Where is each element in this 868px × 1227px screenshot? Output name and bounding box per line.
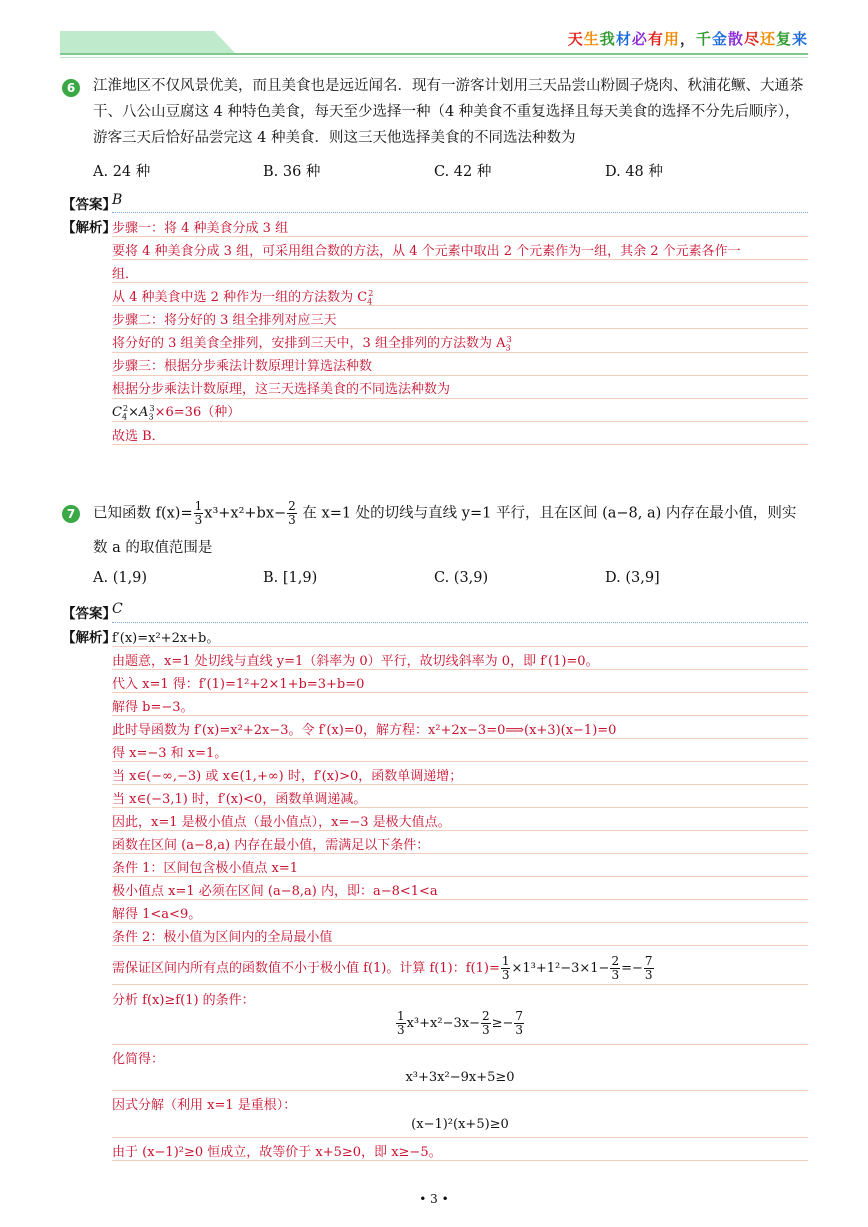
- answer-divider: [112, 212, 808, 213]
- rule: [112, 1160, 808, 1161]
- header-rule: [60, 53, 808, 55]
- q7-option-d: D. (3,9]: [605, 570, 660, 586]
- q7-line-17: 化简得：: [112, 1052, 165, 1067]
- q6-line-9: $C_4^2\times A_3^3\times 6=36$（种）: [112, 403, 241, 422]
- page-number: • 3 •: [419, 1192, 449, 1206]
- rule: [112, 305, 808, 306]
- header-rule-thin: [60, 57, 808, 58]
- rule: [112, 784, 808, 785]
- rule: [112, 444, 808, 445]
- q7-line-1: f′(x)=x²+2x+b。: [112, 631, 220, 646]
- q7-option-b: B. [1,9): [263, 570, 318, 586]
- q6-line-6: 将分好的 3 组美食全排列，安排到三天中，3 组全排列的方法数为 $A_3^3$: [112, 334, 512, 353]
- rule: [112, 830, 808, 831]
- q6-option-a: A. 24 种: [93, 164, 151, 180]
- q7-line-14: 条件 2：极小值为区间内的全局最小值: [112, 930, 333, 945]
- q7-line-3: 代入 x=1 得：f′(1)=1²+2×1+b=3+b=0: [112, 677, 365, 692]
- q7-answer-label: 【答案】: [62, 606, 116, 622]
- q7-simplified: x³+3x²−9x+5≥0: [405, 1070, 515, 1085]
- rule: [112, 375, 808, 376]
- q6-step3: 步骤三：根据分步乘法计数原理计算选法种数: [112, 359, 373, 374]
- rule: [112, 899, 808, 900]
- q7-line-9: 因此，x=1 是极小值点（最小值点），x=−3 是极大值点。: [112, 815, 451, 830]
- rule: [112, 282, 808, 283]
- q7-line-10: 函数在区间 (a−8,a) 内存在最小值，需满足以下条件：: [112, 838, 430, 853]
- q6-step2: 步骤二：将分好的 3 组全排列对应三天: [112, 313, 337, 328]
- question-7-text-line2: 数 a 的取值范围是: [93, 540, 213, 556]
- q6-step1: 步骤一：将 4 种美食分成 3 组: [112, 221, 289, 236]
- q7-answer: C: [112, 601, 123, 617]
- q7-inequality: $\frac{1}{3}$ x³+x²−3x− $\frac{2}{3}$ ≥− $\frac{7}{3}$: [396, 1009, 524, 1037]
- q7-factored: (x−1)²(x+5)≥0: [411, 1117, 509, 1132]
- rule: [112, 853, 808, 854]
- q7-line-19: 因式分解（利用 x=1 是重根）：: [112, 1098, 297, 1113]
- q7-line-15: 需保证区间内所有点的函数值不小于极小值 f(1)。计算 f(1)：f(1)= $\frac{1}{3}$ ×1³+1²−3×1− $\frac{2}{3}$ =− $\frac{7}{3}$: [112, 954, 653, 982]
- q7-line-2: 由题意，x=1 处切线与直线 y=1（斜率为 0）平行，故切线斜率为 0，即 f′(1)=0。: [112, 654, 599, 669]
- answer-divider: [112, 622, 808, 623]
- q7-line-5: 此时导函数为 f′(x)=x²+2x−3。令 f′(x)=0，解方程：x²+2x−3=0⟹(x+3)(x−1)=0: [112, 723, 617, 738]
- q7-line-7: 当 x∈(−∞,−3) 或 x∈(1,+∞) 时，f′(x)>0，函数单调递增；: [112, 769, 463, 784]
- q7-line-16: 分析 f(x)≥f(1) 的条件：: [112, 993, 255, 1008]
- header-slogan: 天生我材必有用，千金散尽还复来: [567, 30, 808, 48]
- question-7-text-line1: 已知函数 f(x)= $\frac{1}{3}$ x³+x²+bx− $\frac{2}{3}$ 在 x=1 处的切线与直线 y=1 平行，且在区间 (a−8, a) 内存在最小值，则实: [93, 499, 797, 527]
- q7-option-c: C. (3,9): [434, 570, 489, 586]
- question-number-6: 6: [62, 79, 80, 97]
- rule: [112, 236, 808, 237]
- rule: [112, 1090, 808, 1091]
- header-tab-shape: [60, 31, 235, 53]
- q6-line-8: 根据分步乘法计数原理，这三天选择美食的不同选法种数为: [112, 382, 451, 397]
- q6-line-4: 从 4 种美食中选 2 种作为一组的方法数为 $C_4^2$: [112, 288, 374, 307]
- q7-line-11: 条件 1：区间包含极小值点 x=1: [112, 861, 299, 876]
- rule: [112, 922, 808, 923]
- rule: [112, 259, 808, 260]
- rule: [112, 1044, 808, 1045]
- q6-answer: B: [112, 192, 123, 208]
- q7-analysis-label: 【解析】: [62, 630, 116, 646]
- rule: [112, 398, 808, 399]
- rule: [112, 945, 808, 946]
- q6-option-d: D. 48 种: [605, 164, 663, 180]
- rule: [112, 876, 808, 877]
- q7-line-13: 解得 1<a<9。: [112, 907, 202, 922]
- q7-line-8: 当 x∈(−3,1) 时，f′(x)<0，函数单调递减。: [112, 792, 367, 807]
- q6-answer-label: 【答案】: [62, 197, 116, 213]
- rule: [112, 1137, 808, 1138]
- q6-analysis-label: 【解析】: [62, 220, 116, 236]
- rule: [112, 328, 808, 329]
- rule: [112, 352, 808, 353]
- rule: [112, 692, 808, 693]
- rule: [112, 807, 808, 808]
- q7-option-a: A. (1,9): [93, 570, 148, 586]
- rule: [112, 761, 808, 762]
- rule: [112, 715, 808, 716]
- question-6-text: 江淮地区不仅风景优美，而且美食也是远近闻名．现有一游客计划用三天品尝山粉圆子烧肉、秋浦花鳜、大通茶干、八公山豆腐这 4 种特色美食，每天至少选择一种（4 种美食不重复选择且每天美食的选择不分先后顺序），游客三天后恰好品尝完这 4 种美食．则这三天他选择美食的不同选法种数为: [93, 78, 804, 146]
- rule: [112, 669, 808, 670]
- q6-line-3: 组．: [112, 267, 139, 282]
- rule: [112, 984, 808, 985]
- question-number-7: 7: [62, 505, 80, 523]
- q6-line-2: 要将 4 种美食分成 3 组，可采用组合数的方法，从 4 个元素中取出 2 个元素作为一组，其余 2 个元素各作一: [112, 244, 741, 259]
- rule: [112, 421, 808, 422]
- q7-line-4: 解得 b=−3。: [112, 700, 194, 715]
- rule: [112, 646, 808, 647]
- q6-option-c: C. 42 种: [434, 164, 492, 180]
- q7-line-12: 极小值点 x=1 必须在区间 (a−8,a) 内，即：a−8<1<a: [112, 884, 438, 899]
- q6-line-10: 故选 B．: [112, 429, 165, 444]
- q6-option-b: B. 36 种: [263, 164, 321, 180]
- rule: [112, 738, 808, 739]
- q7-line-21: 由于 (x−1)²≥0 恒成立，故等价于 x+5≥0，即 x≥−5。: [112, 1145, 442, 1160]
- q7-line-6: 得 x=−3 和 x=1。: [112, 746, 228, 761]
